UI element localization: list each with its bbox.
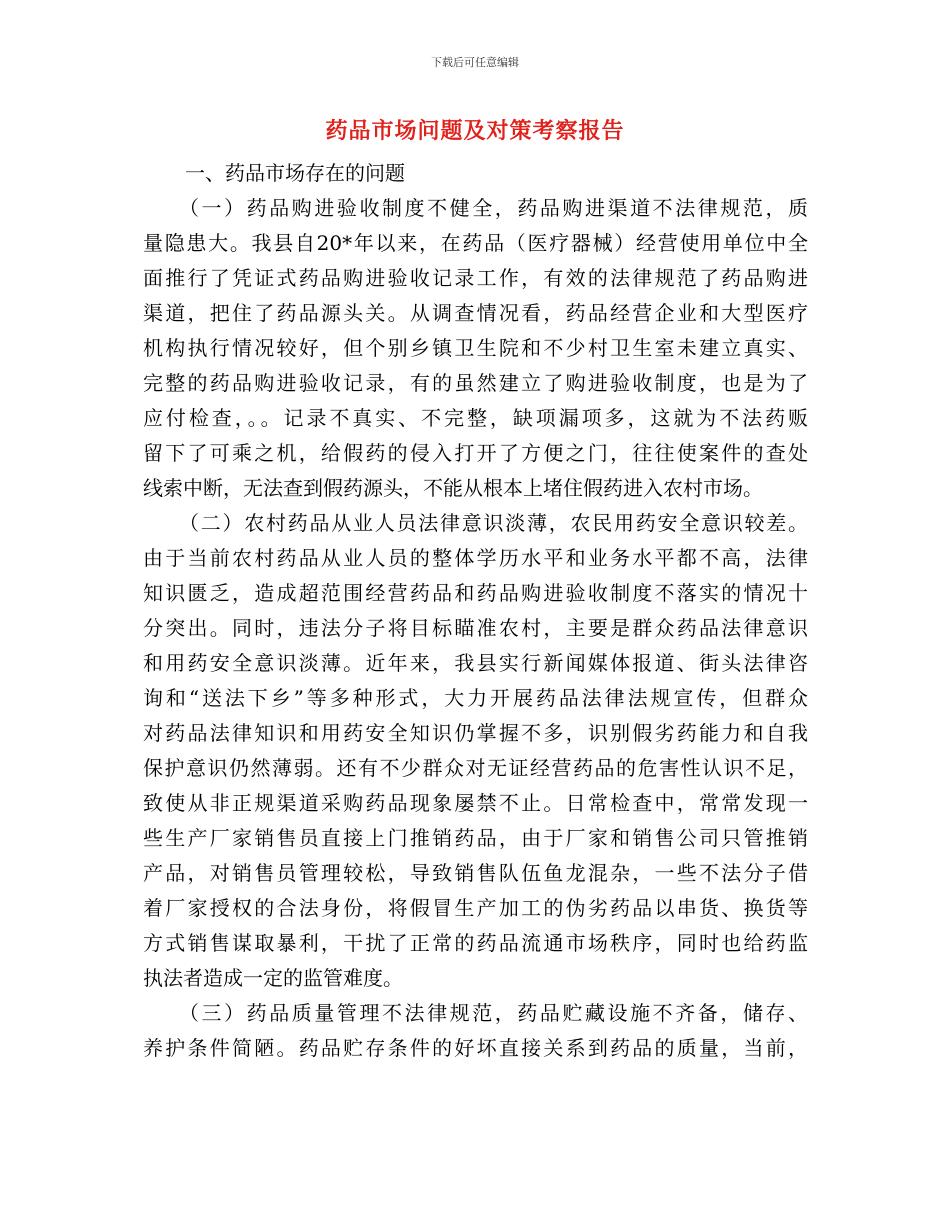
paragraph-line: 渠道，把住了药品源头关。从调查情况看，药品经营企业和大型医疗: [143, 301, 808, 325]
paragraph-line: 由于当前农村药品从业人员的整体学历水平和业务水平都不高，法律: [143, 546, 808, 570]
section-heading: 一、药品市场存在的问题: [185, 161, 405, 185]
paragraph-line: 致使从非正规渠道采购药品现象屡禁不止。日常检查中，常常发现一: [143, 791, 808, 815]
paragraph-line: （二）农村药品从业人员法律意识淡薄，农民用药安全意识较差。: [179, 511, 808, 535]
paragraph-line: 知识匮乏，造成超范围经营药品和药品购进验收制度不落实的情况十: [143, 581, 808, 605]
paragraph-line: （三）药品质量管理不法律规范，药品贮藏设施不齐备，储存、: [179, 1001, 808, 1025]
paragraph-line: 对药品法律知识和用药安全知识仍掌握不多，识别假劣药能力和自我: [143, 721, 808, 745]
paragraph-line: 分突出。同时，违法分子将目标瞄准农村，主要是群众药品法律意识: [143, 616, 808, 640]
paragraph-line: 量隐患大。我县自20*年以来，在药品（医疗器械）经营使用单位中全: [143, 231, 808, 255]
paragraph-line: 留下了可乘之机，给假药的侵入打开了方便之门，往往使案件的查处: [143, 441, 808, 465]
header-note: 下载后可任意编辑: [431, 56, 519, 69]
paragraph-line: 着厂家授权的合法身份，将假冒生产加工的伪劣药品以串货、换货等: [143, 896, 808, 920]
paragraph-line: 保护意识仍然薄弱。还有不少群众对无证经营药品的危害性认识不足，: [143, 756, 808, 780]
document-body: [143, 156, 808, 1066]
paragraph-line: （一）药品购进验收制度不健全，药品购进渠道不法律规范，质: [179, 196, 808, 220]
paragraph-line: 养护条件简陋。药品贮存条件的好坏直接关系到药品的质量，当前，: [143, 1036, 808, 1060]
paragraph-line: 完整的药品购进验收记录，有的虽然建立了购进验收制度，也是为了: [143, 371, 808, 395]
paragraph-line: 机构执行情况较好，但个别乡镇卫生院和不少村卫生室未建立真实、: [143, 336, 808, 360]
paragraph-line: 面推行了凭证式药品购进验收记录工作，有效的法律规范了药品购进: [143, 266, 808, 290]
paragraph-1: [143, 191, 808, 506]
paragraph-3: [143, 996, 808, 1066]
paragraph-line: 询和“送法下乡”等多种形式，大力开展药品法律法规宣传，但群众: [143, 686, 808, 710]
paragraph-line: 线索中断，无法查到假药源头，不能从根本上堵住假药进入农村市场。: [143, 476, 763, 500]
paragraph-line: 应付检查，。。记录不真实、不完整，缺项漏项多，这就为不法药贩: [143, 406, 808, 430]
document-title: 药品市场问题及对策考察报告: [325, 118, 625, 144]
paragraph-line: 产品，对销售员管理较松，导致销售队伍鱼龙混杂，一些不法分子借: [143, 861, 808, 885]
paragraph-line: 方式销售谋取暴利，干扰了正常的药品流通市场秩序，同时也给药监: [143, 931, 808, 955]
paragraph-line: 些生产厂家销售员直接上门推销药品，由于厂家和销售公司只管推销: [143, 826, 808, 850]
paragraph-line: 执法者造成一定的监管难度。: [143, 966, 403, 990]
paragraph-2: [143, 506, 808, 996]
paragraph-line: 和用药安全意识淡薄。近年来，我县实行新闻媒体报道、街头法律咨: [143, 651, 808, 675]
